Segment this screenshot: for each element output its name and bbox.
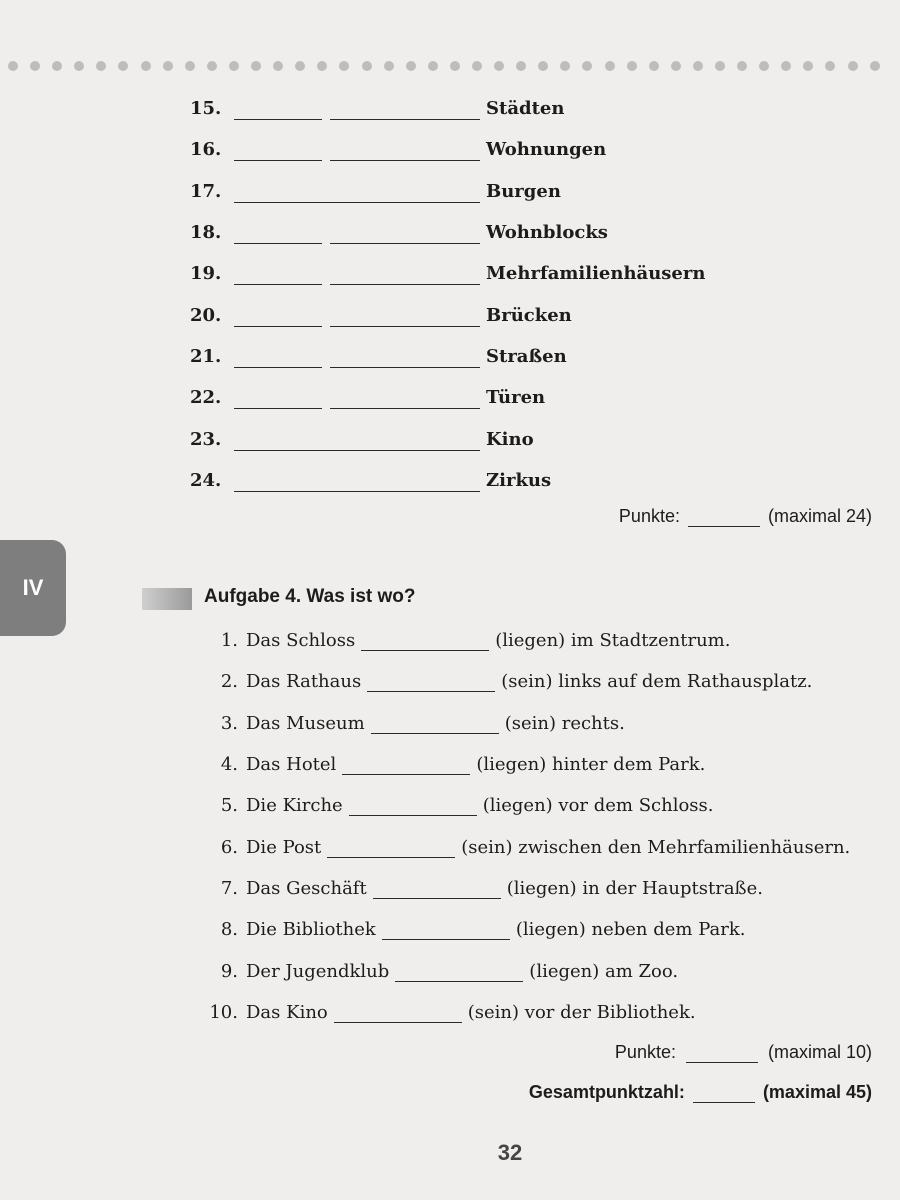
sentence-subject: Das Kino bbox=[246, 1001, 328, 1023]
item-number: 24. bbox=[190, 469, 222, 491]
score-max: (maximal 24) bbox=[767, 506, 872, 526]
divider-dot bbox=[759, 61, 769, 71]
divider-dot bbox=[96, 61, 106, 71]
singular-blank[interactable] bbox=[330, 97, 480, 120]
divider-dot bbox=[494, 61, 504, 71]
divider-dot bbox=[848, 61, 858, 71]
sentence-number: 3. bbox=[220, 712, 238, 734]
plural-word: Städten bbox=[486, 98, 565, 120]
verb-blank[interactable] bbox=[349, 795, 477, 816]
sentence-number: 9. bbox=[220, 960, 238, 982]
sentence-row bbox=[194, 909, 884, 950]
verb-blank[interactable] bbox=[382, 919, 510, 940]
sentence-subject: Das Hotel bbox=[246, 754, 337, 776]
plural-word: Kino bbox=[486, 428, 534, 450]
sentence-row bbox=[194, 661, 884, 702]
item-number: 22. bbox=[190, 387, 222, 409]
divider-dot bbox=[30, 61, 40, 71]
sentence-number: 6. bbox=[220, 836, 238, 858]
plural-word: Straßen bbox=[486, 345, 567, 367]
divider-dot bbox=[229, 61, 239, 71]
section-tab bbox=[0, 540, 66, 636]
item-number: 21. bbox=[190, 345, 222, 367]
sentence-number: 2. bbox=[220, 671, 238, 693]
sentence-number: 1. bbox=[220, 630, 238, 652]
score-label: Punkte: bbox=[614, 1042, 676, 1062]
article-blank[interactable] bbox=[234, 386, 322, 409]
sentence-row bbox=[194, 992, 884, 1033]
item-number: 19. bbox=[190, 263, 222, 285]
plural-word: Türen bbox=[486, 387, 546, 409]
divider-dot bbox=[582, 61, 592, 71]
sentence-subject: Das Rathaus bbox=[246, 671, 362, 693]
sentence-number: 5. bbox=[220, 795, 238, 817]
article-blank[interactable] bbox=[234, 97, 322, 120]
plural-word: Brücken bbox=[486, 304, 572, 326]
task-title: Aufgabe 4. Was ist wo? bbox=[204, 586, 416, 607]
item-number: 17. bbox=[190, 180, 222, 202]
verb-blank[interactable] bbox=[361, 630, 489, 651]
plural-word: Wohnblocks bbox=[486, 222, 608, 244]
plural-word: Burgen bbox=[486, 180, 561, 202]
sentence-list bbox=[194, 620, 884, 1033]
divider-dot bbox=[163, 61, 173, 71]
divider-dot bbox=[693, 61, 703, 71]
divider-dot bbox=[450, 61, 460, 71]
verb-blank[interactable] bbox=[327, 837, 455, 858]
noun-row bbox=[190, 377, 750, 418]
sentence-subject: Die Bibliothek bbox=[246, 919, 376, 941]
verb-blank[interactable] bbox=[395, 961, 523, 982]
score-blank[interactable] bbox=[688, 508, 760, 527]
divider-dot bbox=[737, 61, 747, 71]
divider-dot bbox=[317, 61, 327, 71]
singular-blank[interactable] bbox=[330, 262, 480, 285]
divider-dot bbox=[339, 61, 349, 71]
sentence-subject: Die Kirche bbox=[246, 795, 343, 817]
article-blank[interactable] bbox=[234, 221, 322, 244]
score-blank[interactable] bbox=[686, 1044, 758, 1063]
divider-dot bbox=[384, 61, 394, 71]
score-label: Punkte: bbox=[618, 506, 680, 526]
divider-dot bbox=[560, 61, 570, 71]
sentence-rest: (liegen) vor dem Schloss. bbox=[482, 795, 714, 817]
article-blank[interactable] bbox=[234, 304, 322, 327]
page-number: 32 bbox=[497, 1140, 523, 1165]
sentence-rest: (sein) rechts. bbox=[504, 712, 625, 734]
sentence-rest: (liegen) in der Hauptstraße. bbox=[506, 877, 763, 899]
divider-dot bbox=[52, 61, 62, 71]
total-max: (maximal 45) bbox=[762, 1082, 872, 1102]
sentence-rest: (sein) zwischen den Mehrfamilienhäusern. bbox=[461, 836, 851, 858]
verb-blank[interactable] bbox=[367, 671, 495, 692]
score-line-task3 bbox=[619, 506, 872, 527]
divider-dot bbox=[362, 61, 372, 71]
noun-row bbox=[190, 129, 750, 170]
noun-row bbox=[190, 336, 750, 377]
noun-row bbox=[190, 212, 750, 253]
verb-blank[interactable] bbox=[342, 754, 470, 775]
noun-row bbox=[190, 88, 750, 129]
noun-row bbox=[190, 294, 750, 335]
singular-blank[interactable] bbox=[330, 221, 480, 244]
divider-dot bbox=[118, 61, 128, 71]
sentence-subject: Die Post bbox=[246, 836, 322, 858]
sentence-row bbox=[194, 868, 884, 909]
sentence-number: 8. bbox=[220, 919, 238, 941]
article-blank[interactable] bbox=[234, 345, 322, 368]
divider-dot bbox=[605, 61, 615, 71]
score-max: (maximal 10) bbox=[767, 1042, 872, 1062]
answer-blank[interactable] bbox=[234, 180, 480, 203]
score-line-task4 bbox=[615, 1042, 872, 1063]
singular-blank[interactable] bbox=[330, 304, 480, 327]
sentence-subject: Das Museum bbox=[246, 712, 365, 734]
verb-blank[interactable] bbox=[334, 1002, 462, 1023]
divider-dot bbox=[649, 61, 659, 71]
noun-plural-list bbox=[190, 88, 750, 501]
divider-dot bbox=[472, 61, 482, 71]
sentence-row bbox=[194, 950, 884, 991]
sentence-row bbox=[194, 744, 884, 785]
total-label: Gesamtpunktzahl: bbox=[528, 1082, 685, 1102]
total-blank[interactable] bbox=[693, 1084, 755, 1103]
divider-dot bbox=[273, 61, 283, 71]
noun-row bbox=[190, 418, 750, 459]
sentence-rest: (sein) links auf dem Rathausplatz. bbox=[501, 671, 813, 693]
total-score-line bbox=[529, 1082, 872, 1103]
article-blank[interactable] bbox=[234, 262, 322, 285]
sentence-row bbox=[194, 826, 884, 867]
sentence-subject: Das Geschäft bbox=[246, 877, 367, 899]
noun-row bbox=[190, 460, 750, 501]
answer-blank[interactable] bbox=[234, 469, 480, 492]
plural-word: Zirkus bbox=[486, 469, 552, 491]
sentence-number: 7. bbox=[220, 877, 238, 899]
divider-dot bbox=[8, 61, 18, 71]
sentence-row bbox=[194, 620, 884, 661]
noun-row bbox=[190, 253, 750, 294]
section-tab-label: IV bbox=[22, 575, 44, 600]
verb-blank[interactable] bbox=[373, 878, 501, 899]
singular-blank[interactable] bbox=[330, 386, 480, 409]
dotted-divider bbox=[0, 58, 900, 74]
singular-blank[interactable] bbox=[330, 345, 480, 368]
divider-dot bbox=[516, 61, 526, 71]
divider-dot bbox=[406, 61, 416, 71]
answer-blank[interactable] bbox=[234, 428, 480, 451]
item-number: 18. bbox=[190, 222, 222, 244]
item-number: 20. bbox=[190, 304, 222, 326]
sentence-rest: (liegen) im Stadtzentrum. bbox=[495, 630, 731, 652]
verb-blank[interactable] bbox=[371, 713, 499, 734]
divider-dot bbox=[671, 61, 681, 71]
divider-dot bbox=[185, 61, 195, 71]
divider-dot bbox=[627, 61, 637, 71]
sentence-subject: Der Jugendklub bbox=[246, 960, 390, 982]
divider-dot bbox=[141, 61, 151, 71]
sentence-row bbox=[194, 703, 884, 744]
item-number: 15. bbox=[190, 98, 222, 120]
item-number: 23. bbox=[190, 428, 222, 450]
sentence-row bbox=[194, 785, 884, 826]
task-marker-bar bbox=[142, 588, 192, 610]
article-blank[interactable] bbox=[234, 138, 322, 161]
divider-dot bbox=[870, 61, 880, 71]
plural-word: Mehrfamilienhäusern bbox=[486, 263, 706, 285]
divider-dot bbox=[295, 61, 305, 71]
sentence-number: 10. bbox=[209, 1001, 238, 1023]
divider-dot bbox=[74, 61, 84, 71]
sentence-rest: (liegen) hinter dem Park. bbox=[476, 754, 706, 776]
item-number: 16. bbox=[190, 139, 222, 161]
sentence-subject: Das Schloss bbox=[246, 630, 356, 652]
divider-dot bbox=[803, 61, 813, 71]
singular-blank[interactable] bbox=[330, 138, 480, 161]
divider-dot bbox=[207, 61, 217, 71]
divider-dot bbox=[251, 61, 261, 71]
divider-dot bbox=[781, 61, 791, 71]
noun-row bbox=[190, 171, 750, 212]
plural-word: Wohnungen bbox=[486, 139, 607, 161]
divider-dot bbox=[538, 61, 548, 71]
sentence-rest: (liegen) am Zoo. bbox=[529, 960, 679, 982]
sentence-number: 4. bbox=[220, 754, 238, 776]
divider-dot bbox=[825, 61, 835, 71]
sentence-rest: (sein) vor der Bibliothek. bbox=[467, 1001, 696, 1023]
sentence-rest: (liegen) neben dem Park. bbox=[515, 919, 746, 941]
divider-dot bbox=[428, 61, 438, 71]
divider-dot bbox=[715, 61, 725, 71]
